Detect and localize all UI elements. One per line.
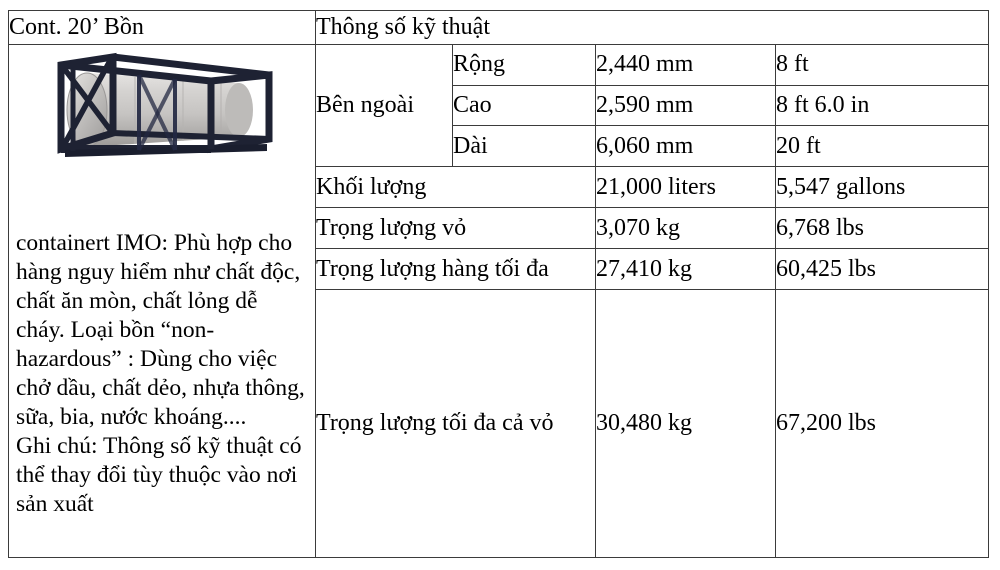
row-metric-max-gross-weight: 30,480 kg <box>596 290 776 558</box>
desc-line-5: hazardous” : Dùng cho việc <box>16 345 278 372</box>
desc-line-10: sản xuất <box>16 490 94 517</box>
row-imperial-height: 8 ft 6.0 in <box>776 85 989 126</box>
iso-tank-container-icon <box>43 51 281 163</box>
row-imperial-max-payload: 60,425 lbs <box>776 249 989 290</box>
product-description <box>9 229 315 525</box>
row-label-height: Cao <box>453 85 596 126</box>
header-cell-product-name: Cont. 20’ Bồn <box>9 11 316 45</box>
tank-container-spec-table <box>8 10 989 558</box>
group-label-exterior: Bên ngoài <box>316 44 453 167</box>
row-metric-capacity: 21,000 liters <box>596 167 776 208</box>
row-label-tare-weight: Trọng lượng vỏ <box>316 208 596 249</box>
row-imperial-length: 20 ft <box>776 126 989 167</box>
desc-line-8: Ghi chú: Thông số kỹ thuật có <box>16 432 302 459</box>
table-header-row <box>9 11 989 45</box>
row-label-max-gross-weight: Trọng lượng tối đa cả vỏ <box>316 290 596 558</box>
tank-container-photo <box>9 45 315 163</box>
row-imperial-width: 8 ft <box>776 44 989 85</box>
product-image-and-description-cell <box>9 44 316 557</box>
desc-line-9: thể thay đổi tùy thuộc vào nơi <box>16 461 298 488</box>
row-metric-max-payload: 27,410 kg <box>596 249 776 290</box>
row-label-capacity: Khối lượng <box>316 167 596 208</box>
row-label-max-payload: Trọng lượng hàng tối đa <box>316 249 596 290</box>
row-metric-tare-weight: 3,070 kg <box>596 208 776 249</box>
desc-line-4: cháy. Loại bồn “non- <box>16 316 215 343</box>
row-label-width: Rộng <box>453 44 596 85</box>
desc-line-6: chở dầu, chất dẻo, nhựa thông, <box>16 374 305 401</box>
header-cell-specifications: Thông số kỹ thuật <box>316 11 989 45</box>
desc-line-3: chất ăn mòn, chất lỏng dễ <box>16 287 258 314</box>
table-row-width <box>9 44 989 85</box>
row-imperial-tare-weight: 6,768 lbs <box>776 208 989 249</box>
row-imperial-capacity: 5,547 gallons <box>776 167 989 208</box>
desc-line-1: containert IMO: Phù hợp cho <box>16 229 293 256</box>
desc-line-7: sữa, bia, nước khoáng.... <box>16 403 247 430</box>
row-metric-height: 2,590 mm <box>596 85 776 126</box>
desc-line-2: hàng nguy hiểm như chất độc, <box>16 258 301 285</box>
row-metric-width: 2,440 mm <box>596 44 776 85</box>
row-metric-length: 6,060 mm <box>596 126 776 167</box>
row-label-length: Dài <box>453 126 596 167</box>
row-imperial-max-gross-weight: 67,200 lbs <box>776 290 989 558</box>
